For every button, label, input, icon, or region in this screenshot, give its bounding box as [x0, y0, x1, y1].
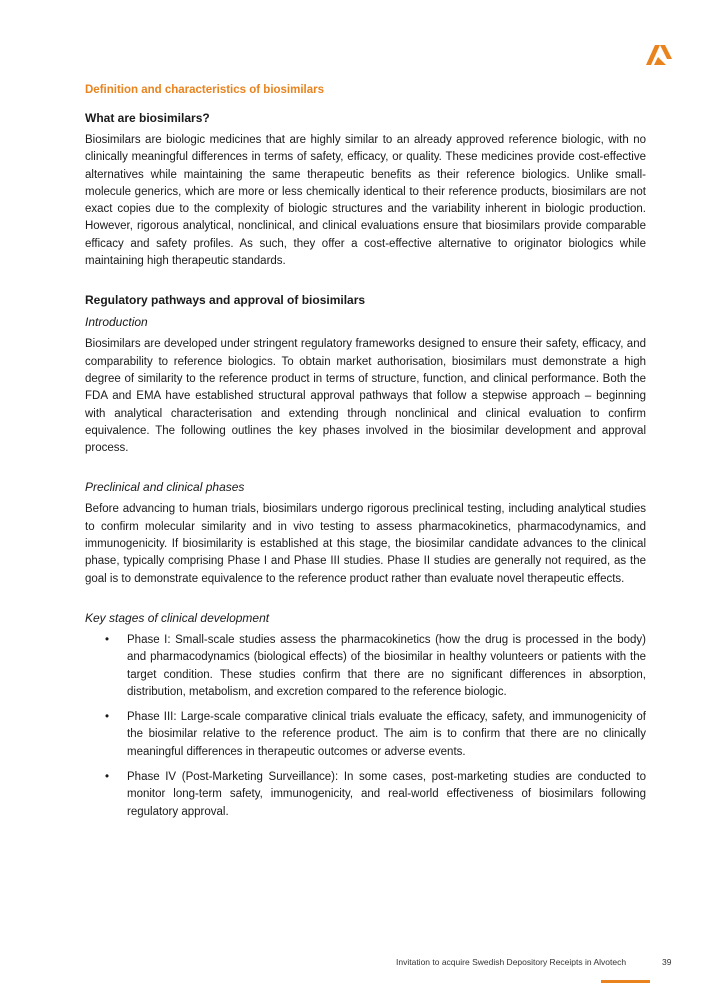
regulatory-pathways-heading: Regulatory pathways and approval of biosimilars	[85, 293, 366, 308]
list-item	[85, 769, 646, 821]
bullet-icon: •	[105, 711, 110, 724]
page-number: 39	[662, 957, 672, 967]
introduction-heading: Introduction	[85, 315, 148, 330]
key-stages-list	[85, 632, 646, 821]
preclinical-clinical-paragraph: Before advancing to human trials, biosimilars undergo rigorous preclinical testing, including analytical studies to confirm molecular similarity and in vivo testing to assess pharmacokinetics, pharmacodynamics, and immunogenicity. If biosimilarity is established at this stage, the biosimilar candidate advances to the clinical phase, typically comprising Phase I and Phase III studies. Phase II studies are generally not required, as the goal is to demonstrate equivalence to the reference product rather than evaluate novel therapeutic effects.	[85, 503, 646, 585]
document-body	[85, 82, 646, 829]
bullet-icon: •	[105, 771, 110, 784]
list-item-text: Phase I: Small-scale studies assess the pharmacokinetics (how the drug is processed in the body) and pharmacodynamics (biological effects) of the biosimilar in healthy volunteers or patients with the target condition. These studies confirm that there are no significant differences in absorption, distribution, metabolism, and excretion compared to the reference biologic.	[127, 633, 646, 698]
list-item-text: Phase IV (Post-Marketing Surveillance): In some cases, post-marketing studies are conducted to monitor long-term safety, immunogenicity, and real-world effectiveness of biosimilars following regulatory approval.	[127, 771, 646, 818]
footer-text: Invitation to acquire Swedish Depository Receipts in Alvotech	[396, 957, 627, 967]
bullet-icon: •	[105, 633, 110, 646]
alvotech-logo-icon	[645, 43, 673, 67]
introduction-paragraph: Biosimilars are developed under stringent regulatory frameworks designed to ensure their safety, efficacy, and comparability to reference biologics. To obtain market authorisation, biosimilars must demonstrate a high degree of similarity to the reference product in terms of structure, function, and clinical performance. Both the FDA and EMA have established structural approval pathways that follow a stepwise approach – beginning with analytical characterisation and extending through nonclinical and clinical evaluation to confirm equivalence. The following outlines the key phases involved in the biosimilar development and approval process.	[85, 338, 646, 455]
list-item	[85, 709, 646, 761]
footer-accent-bar	[601, 980, 650, 983]
what-are-biosimilars-heading: What are biosimilars?	[85, 111, 210, 125]
list-item-text: Phase III: Large-scale comparative clinical trials evaluate the efficacy, safety, and immunogenicity of the biosimilar relative to the reference product. The aim is to confirm that there are no clinically meaningful differences in therapeutic outcomes or adverse events.	[127, 711, 646, 758]
list-item	[85, 632, 646, 701]
preclinical-clinical-heading: Preclinical and clinical phases	[85, 480, 245, 495]
what-are-biosimilars-paragraph: Biosimilars are biologic medicines that are highly similar to an already approved reference biologic, with no clinically meaningful differences in terms of safety, efficacy, or quality. These medicines provide cost-effective alternatives while maintaining the same therapeutic benefits as their reference biologics. Unlike small-molecule generics, which are more or less chemically identical to their reference products, biosimilars are not exact copies due to the complexity of biologic structures and the variability inherent in biologic production. However, rigorous analytical, nonclinical, and clinical evaluations ensure that biosimilars provide comparable efficacy and safety profiles. As such, they offer a cost-effective alternative to originator biologics while maintaining high therapeutic standards.	[85, 134, 646, 268]
section-title: Definition and characteristics of biosimilars	[85, 84, 325, 96]
key-stages-heading: Key stages of clinical development	[85, 610, 270, 625]
